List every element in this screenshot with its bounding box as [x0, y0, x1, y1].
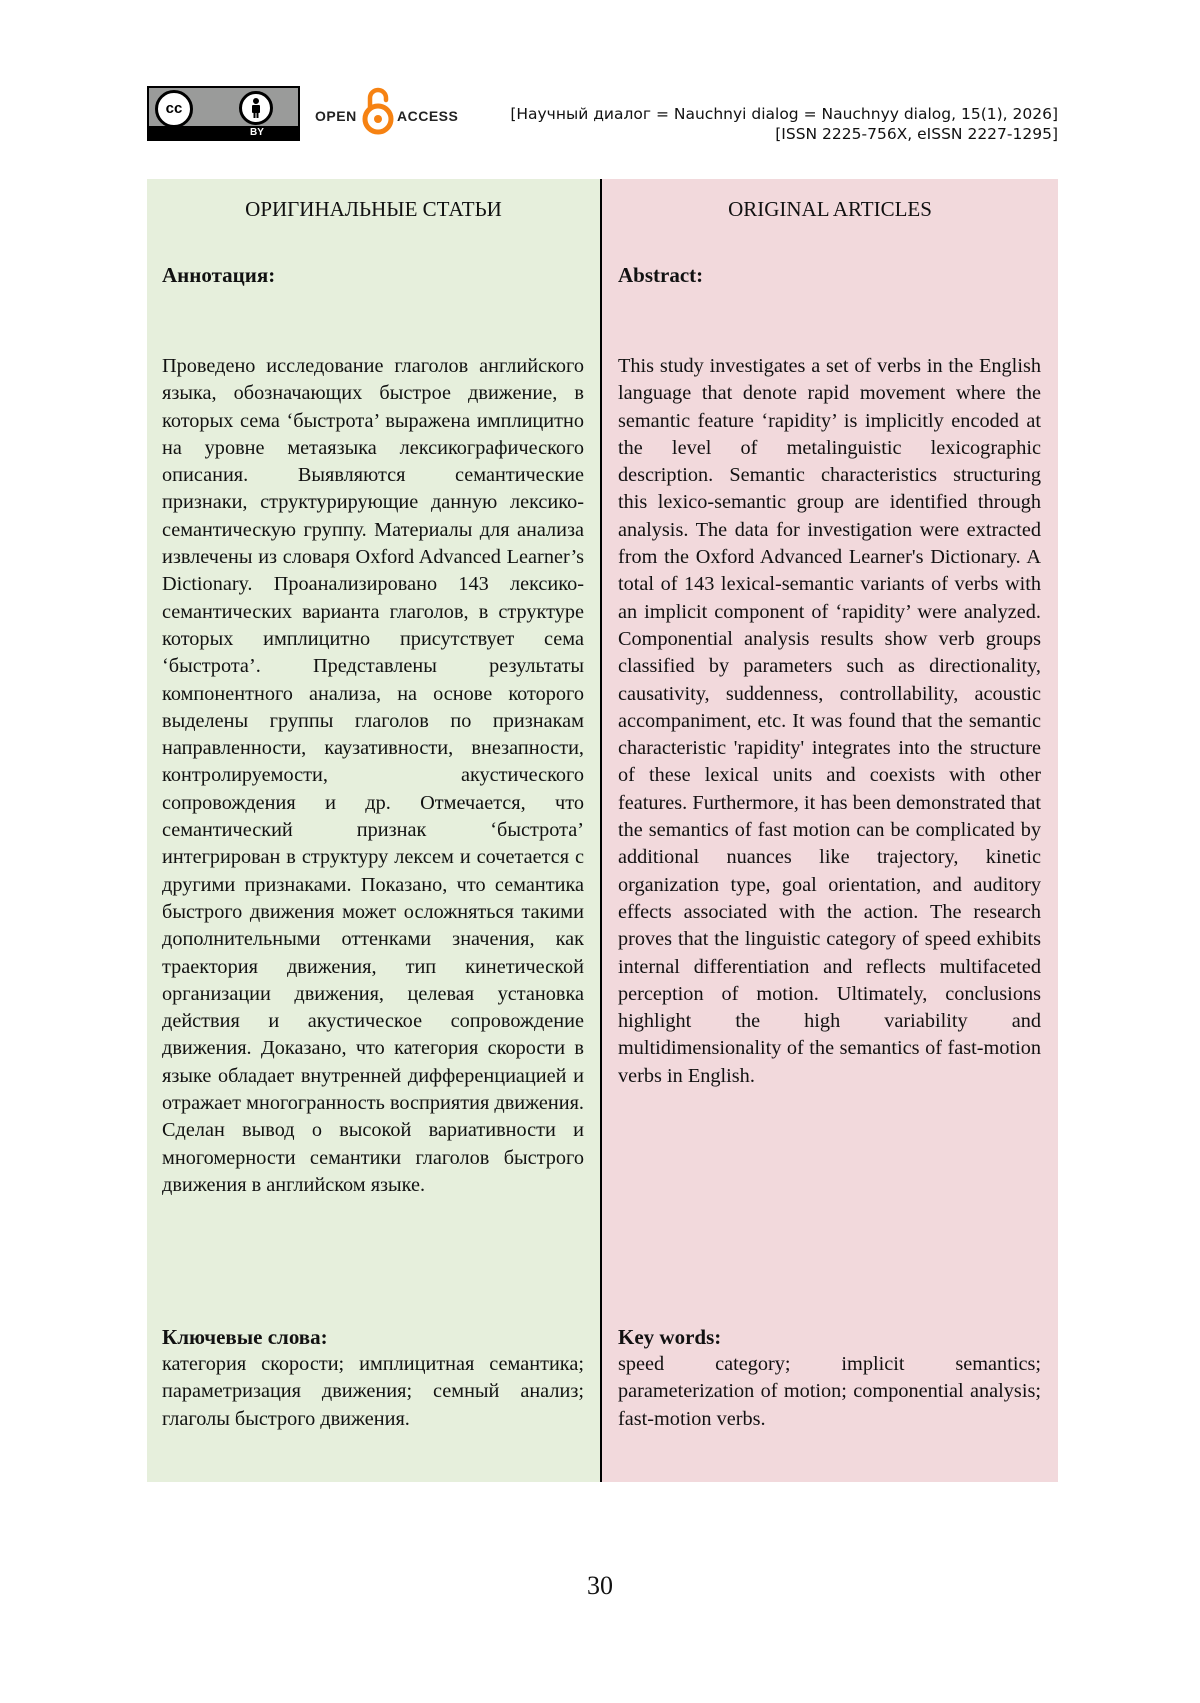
journal-issn-line: [ISSN 2225-756X, eISSN 2227-1295]	[775, 125, 1058, 143]
keywords-text-en: speed category; implicit semantics; parameterization of motion; componential analysis; fast-motion verbs.	[618, 1353, 1041, 1430]
abstract-text-ru: Проведено исследование глаголов английского языка, обозначающих быстрое движение, в которых сема ‘быстрота’ выражена имплицитно на уровне метаязыка лексикографического описания. Выявляются семантические признаки, структурирующие данную лексико-семантическую группу. Материалы для анализа извлечены из словаря Oxford Advanced Learner’s Dictionary. Проанализировано 143 лексико-семантических варианта глаголов, в структуре которых имплицитно присутствует сема ‘быстрота’. Представлены результаты компонентного анализа, на основе которого выделены группы глаголов по признакам направленности, каузативности, внезапности, контролируемости, акустического сопровождения и др. Отмечается, что семантический признак ‘быстрота’ интегрирован в структуру лексем и сочетается с другими признаками. Показано, что семантика быстрого движения может осложняться такими дополнительными оттенками значения, как траектория движения, тип кинетической организации движения, целевая установка действия и акустическое сопровождение движения. Доказано, что категория скорости в языке обладает внутренней дифференциацией и отражает многогранность восприятия движения. Сделан вывод о высокой вариативности и многомерности семантики глаголов быстрого движения в английском языке.	[162, 355, 584, 1196]
journal-citation	[510, 104, 1058, 144]
oa-access-label: ACCESS	[397, 108, 459, 124]
section-heading-ru: ОРИГИНАЛЬНЫЕ СТАТЬИ	[245, 197, 502, 221]
cc-by-license-badge[interactable]	[147, 86, 300, 141]
open-access-lock-icon	[361, 86, 395, 136]
oa-open-label: OPEN	[315, 108, 357, 124]
keywords-label-en: Key words:	[618, 1325, 722, 1349]
english-column	[600, 179, 1058, 1482]
abstract-label-ru: Аннотация:	[162, 263, 276, 287]
attribution-person-icon	[239, 91, 273, 125]
section-heading-en: ORIGINAL ARTICLES	[728, 197, 932, 221]
open-access-logo[interactable]	[315, 86, 459, 136]
abstract-text-en: This study investigates a set of verbs in the English language that denote rapid movement where the semantic feature ‘rapidity’ is implicitly encoded at the level of metalinguistic lexicographic description. Semantic characteristics structuring this lexico-semantic group are identified through analysis. The data for investigation were extracted from the Oxford Advanced Learner's Dictionary. A total of 143 lexical-semantic variants of verbs with an implicit component of ‘rapidity’ were analyzed. Componential analysis results show verb groups classified by parameters such as directionality, causativity, suddenness, controllability, acoustic accompaniment, etc. It was found that the semantic characteristic 'rapidity' integrates into the structure of these lexical units and coexists with other features. Furthermore, it has been demonstrated that the semantics of fast motion can be complicated by additional nuances like trajectory, kinetic organization type, goal orientation, and auditory effects associated with the action. The research proves that the linguistic category of speed exhibits internal differentiation and reflects multifaceted perception of motion. Ultimately, conclusions highlight the high variability and multidimensionality of the semantics of fast-motion verbs in English.	[618, 355, 1041, 1087]
page-header	[0, 0, 1200, 160]
keywords-block-en	[618, 1324, 1041, 1433]
keywords-block-ru	[162, 1324, 584, 1433]
by-label: BY	[250, 127, 264, 138]
page-number: 30	[587, 1571, 613, 1600]
journal-title-line: [Научный диалог = Nauchnyi dialog = Nauchnyy dialog, 15(1), 2026]	[510, 105, 1058, 123]
russian-column	[147, 179, 600, 1482]
keywords-text-ru: категория скорости; имплицитная семантика; параметризация движения; семный анализ; глаголы быстрого движения.	[162, 1353, 584, 1430]
creative-commons-icon: cc	[155, 90, 193, 128]
keywords-label-ru: Ключевые слова:	[162, 1325, 328, 1349]
abstract-label-en: Abstract:	[618, 263, 704, 287]
